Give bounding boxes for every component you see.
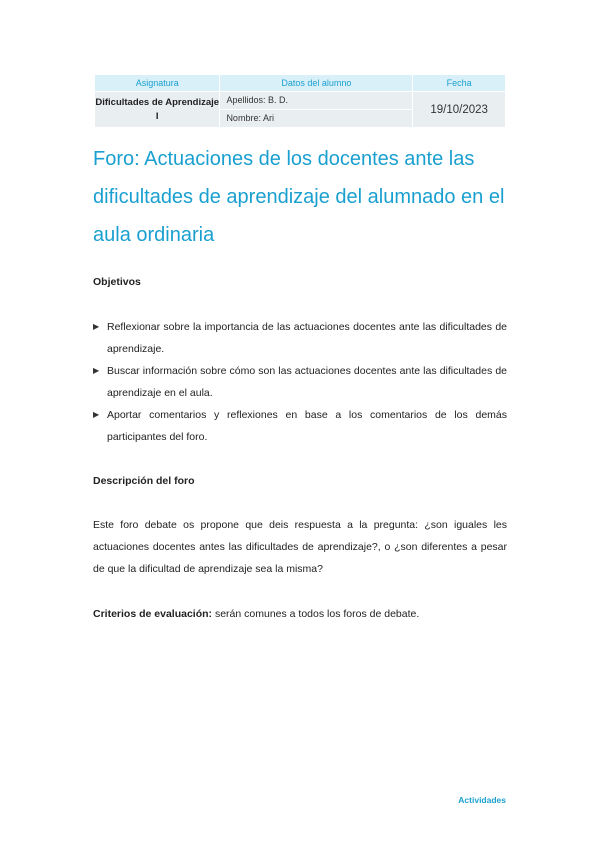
page-title: Foro: Actuaciones de los docentes ante las dificultades de aprendizaje del alumnado en el aula ordinaria (93, 148, 505, 246)
footer-label: Actividades (458, 795, 506, 805)
header-col-subject: Asignatura (95, 75, 220, 92)
evaluation-criteria (93, 603, 507, 625)
list-item: ▶ Reflexionar sobre la importancia de las actuaciones docentes ante las dificultades de aprendizaje. (93, 316, 507, 360)
date-value: 19/10/2023 (413, 92, 506, 128)
bullet-arrow-icon: ▶ (93, 366, 100, 375)
bullet-arrow-icon: ▶ (93, 410, 100, 419)
list-item: ▶ Aportar comentarios y reflexiones en base a los comentarios de los demás participantes del foro. (93, 404, 507, 448)
surname-field: Apellidos: B. D. (226, 95, 288, 105)
objectives-list (93, 316, 507, 448)
student-data (220, 92, 413, 128)
description-text: Este foro debate os propone que deis respuesta a la pregunta: ¿son iguales les actuaciones docentes antes las dificultades de aprendizaje?, o ¿son diferentes a pesar de que la dificultad de aprendizaje sea la misma? (93, 519, 507, 575)
header-table (94, 74, 506, 128)
description-heading: Descripción del foro (93, 475, 195, 487)
criteria-label: Criterios de evaluación: (93, 608, 213, 620)
list-item: ▶ Buscar información sobre cómo son las actuaciones docentes ante las dificultades de aprendizaje en el aula. (93, 360, 507, 404)
criteria-text: serán comunes a todos los foros de debate. (212, 608, 420, 620)
name-field: Nombre: Ari (220, 109, 412, 127)
header-col-student: Datos del alumno (220, 75, 413, 92)
header-col-date: Fecha (413, 75, 506, 92)
bullet-arrow-icon: ▶ (93, 322, 100, 331)
objectives-heading: Objetivos (93, 276, 141, 288)
subject-value: Dificultades de Aprendizaje I (95, 92, 220, 128)
